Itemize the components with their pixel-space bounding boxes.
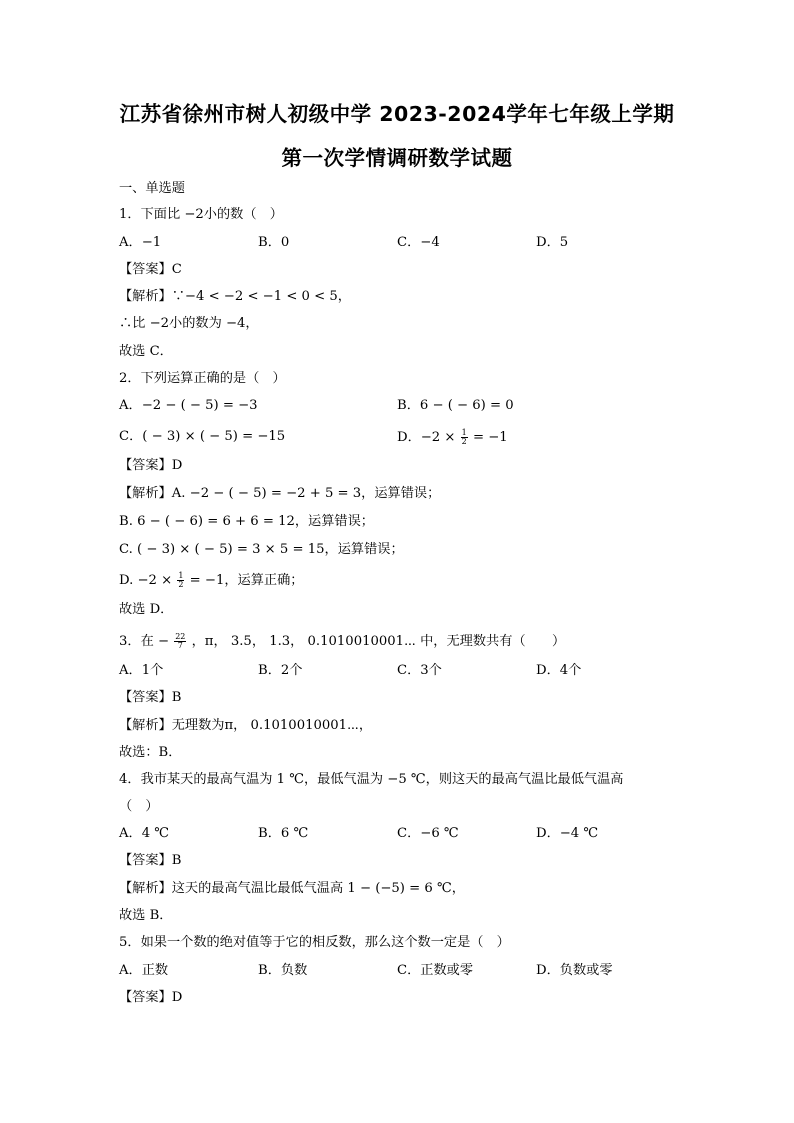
fraction-numerator: 22 <box>175 632 186 641</box>
question-4-option-d: D．−4 ℃ <box>536 826 599 841</box>
question-2-answer: 【答案】D <box>119 458 183 473</box>
document-title-line-2: 第一次学情调研数学试题 <box>281 146 513 170</box>
question-1-answer: 【答案】C <box>119 262 182 277</box>
question-1-analysis-line-2: ∴比 −2小的数为 −4， <box>119 316 259 331</box>
question-1-option-c: C．−4 <box>397 235 440 250</box>
question-2-conclusion: 故选 D． <box>119 602 174 617</box>
question-2-stem: 2．下列运算正确的是（ ） <box>119 371 286 386</box>
question-2-option-b: B．6 − ( − 6) = 0 <box>397 398 514 413</box>
question-4-analysis: 【解析】这天的最高气温比最低气温高 1 − (−5) = 6 ℃， <box>119 881 465 896</box>
question-2-analysis-d-fraction <box>177 572 184 589</box>
question-5-option-b: B．负数 <box>258 963 308 978</box>
question-5-option-d: D．负数或零 <box>536 963 613 978</box>
question-4-option-c: C．−6 ℃ <box>397 826 459 841</box>
section-heading: 一、单选题 <box>119 181 185 196</box>
question-2-option-d <box>397 429 508 446</box>
question-1-analysis-line-1: 【解析】∵−4 < −2 < −1 < 0 < 5， <box>119 289 351 304</box>
fraction-denominator: 2 <box>461 437 467 446</box>
question-2-analysis-a: 【解析】A. −2 − ( − 5) = −2 + 5 = 3，运算错误； <box>119 486 441 501</box>
question-4-option-a: A．4 ℃ <box>119 826 170 841</box>
question-5-option-a: A．正数 <box>119 963 169 978</box>
document-title-line-1: 江苏省徐州市树人初级中学 2023-2024学年七年级上学期 <box>119 102 675 126</box>
question-1-option-a: A．−1 <box>119 235 162 250</box>
question-5-option-c: C．正数或零 <box>397 963 474 978</box>
question-2-analysis-c: C. ( − 3) × ( − 5) = 3 × 5 = 15，运算错误； <box>119 542 404 557</box>
question-3-option-b: B．2个 <box>258 663 303 678</box>
question-2-analysis-d-prefix: D. −2 × <box>119 573 173 588</box>
question-4-stem-line-2: （ ） <box>119 799 159 814</box>
question-3-analysis: 【解析】无理数为π， 0.1010010001⋯， <box>119 718 373 733</box>
question-2-analysis-d-suffix: = −1，运算正确； <box>189 573 304 588</box>
question-4-answer: 【答案】B <box>119 853 182 868</box>
question-2-analysis-d <box>119 572 303 589</box>
question-5-answer: 【答案】D <box>119 990 183 1005</box>
question-1-option-b: B．0 <box>258 235 290 250</box>
question-3-stem-suffix: ，π， 3.5， 1.3， 0.1010010001⋯ 中，无理数共有（ ） <box>191 634 566 649</box>
question-3-stem <box>119 633 565 650</box>
question-2-option-d-suffix: = −1 <box>472 430 508 445</box>
question-2-option-d-prefix: D．−2 × <box>397 430 456 445</box>
question-3-stem-prefix: 3．在 − <box>119 634 170 649</box>
question-2-option-c: C．( − 3) × ( − 5) = −15 <box>119 429 286 444</box>
question-2-analysis-b: B. 6 − ( − 6) = 6 + 6 = 12，运算错误； <box>119 514 374 529</box>
question-2-option-a: A．−2 − ( − 5) = −3 <box>119 398 258 413</box>
question-3-option-c: C．3个 <box>397 663 442 678</box>
fraction-denominator: 7 <box>177 641 183 650</box>
question-1-conclusion: 故选 C． <box>119 344 173 359</box>
question-4-stem-line-1: 4．我市某天的最高气温为 1 ℃，最低气温为 −5 ℃，则这天的最高气温比最低气温高 <box>119 772 624 787</box>
fraction-numerator: 1 <box>461 428 467 437</box>
question-3-option-a: A．1个 <box>119 663 164 678</box>
question-3-conclusion: 故选：B． <box>119 745 182 760</box>
question-2-option-d-fraction <box>461 429 468 446</box>
question-5-stem: 5．如果一个数的绝对值等于它的相反数，那么这个数一定是（ ） <box>119 935 510 950</box>
question-1-stem: 1．下面比 −2小的数（ ） <box>119 207 283 222</box>
question-4-option-b: B．6 ℃ <box>258 826 309 841</box>
question-4-conclusion: 故选 B． <box>119 908 173 923</box>
fraction-numerator: 1 <box>178 571 184 580</box>
fraction-denominator: 2 <box>178 580 184 589</box>
question-3-stem-fraction <box>174 633 186 650</box>
question-1-option-d: D．5 <box>536 235 569 250</box>
question-3-option-d: D．4个 <box>536 663 582 678</box>
question-3-answer: 【答案】B <box>119 690 182 705</box>
